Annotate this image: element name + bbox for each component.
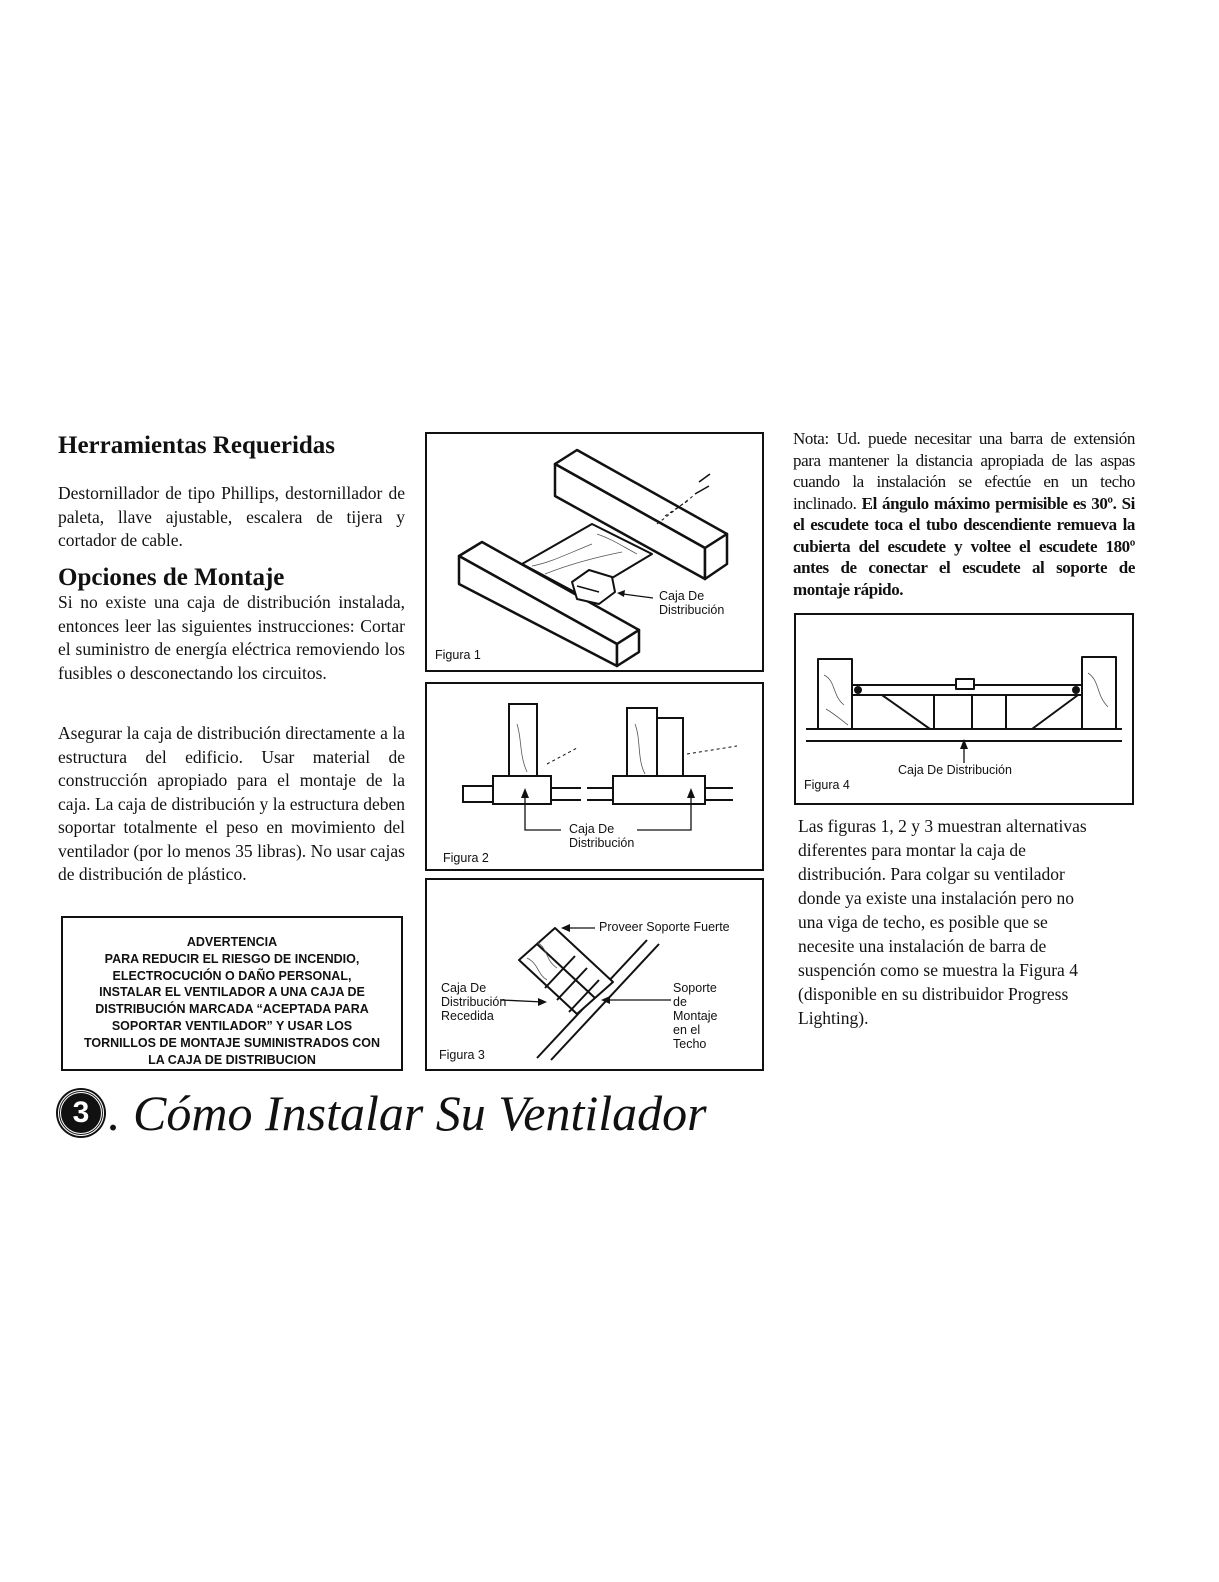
figure-3-left-callout-line-1: Caja De [441,981,487,995]
alternatives-line-7: suspención como se muestra la Figura 4 [798,960,1078,980]
warning-title: ADVERTENCIA [186,935,278,949]
figure-1 [425,432,764,672]
warning-line-3: INSTALAR EL VENTILADOR A UNA CAJA DE [99,985,365,1000]
figure-1-callout-line-1: Caja De [659,589,705,603]
figure-3-top-callout: Proveer Soporte Fuerte [599,920,730,934]
figure-1-callout [659,589,724,617]
section-heading: . Cómo Instalar Su Ventilador [108,1085,707,1141]
tools-text: Destornillador de tipo Phillips, destornillador de paleta, llave ajustable, escalera de tijera y cortador de cable. [58,483,405,550]
figure-3-left-callout-line-2: Distribución [441,995,507,1009]
section-number-badge [58,1090,104,1136]
tools-heading: Herramientas Requeridas [58,432,336,459]
figure-3-right-callout-line-5: Techo [673,1037,707,1051]
figure-3-left-callout-line-3: Recedida [441,1009,494,1023]
figure-2-label: Figura 2 [443,851,489,865]
alternatives-line-3: distribución. Para colgar su ventilador [798,864,1065,884]
figure-3-right-callout-line-1: Soporte [673,981,717,995]
alternatives-paragraph [798,814,1138,1030]
warning-line-1: PARA REDUCIR EL RIESGO DE INCENDIO, [104,951,360,966]
figure-1-callout-line-2: Distribución [659,603,725,617]
alternatives-line-1: Las figuras 1, 2 y 3 muestran alternativas [798,816,1087,836]
alternatives-line-8: (disponible en su distribuidor Progress [798,984,1069,1004]
figure-3-right-callout-line-3: Montaje [673,1009,718,1023]
warning-line-4: DISTRIBUCIÓN MARCADA “ACEPTADA PARA [95,1002,369,1017]
figure-2 [425,682,764,871]
section-number: 3 [72,1096,90,1129]
alternatives-line-4: donde ya existe una instalación pero no [798,888,1075,908]
mounting-note [793,428,1135,600]
alternatives-line-5: una viga de techo, es posible que se [798,912,1048,932]
mounting-paragraph-2: Asegurar la caja de distribución directamente a la estructura del edificio. Usar material de construcción apropiado para el montaje de la caja. La caja de distribución y la estructura deben soportar totalmente el peso en movimiento del ventilador (por lo menos 35 libras). No usar cajas de distribución de plástico. [58,723,405,884]
figure-4 [794,613,1134,805]
figure-1-label: Figura 1 [435,648,481,662]
mounting-heading: Opciones de Montaje [58,564,285,591]
figure-3-left-callout [441,981,506,1023]
warning-line-7: LA CAJA DE DISTRIBUCION [148,1052,316,1067]
section-title [58,1083,707,1143]
note-plain-text: Nota: Ud. puede necesitar una barra de extensión para mantener la distancia apropiada de las aspas cuando la instalación se efectúe en un techo inclinado. [793,429,1135,513]
alternatives-line-6: necesite una instalación de barra de [798,936,1047,956]
warning-line-6: TORNILLOS DE MONTAJE SUMINISTRADOS CON [83,1035,381,1050]
figure-1-illustration [427,434,762,670]
figure-3 [425,878,764,1071]
figure-3-label: Figura 3 [439,1048,485,1062]
alternatives-line-9: Lighting). [798,1008,869,1028]
mounting-paragraph-1: Si no existe una caja de distribución instalada, entonces leer las siguientes instrucciones: Cortar el suministro de energía eléctrica removiendo los fusibles o desconectando los circuitos. [58,592,405,683]
figure-2-callout [569,822,634,850]
warning-line-2: ELECTROCUCIÓN O DAÑO PERSONAL, [112,968,352,983]
figure-2-callout-line-1: Caja De [569,822,615,836]
figure-3-right-callout-line-2: de [673,995,687,1009]
figure-4-callout: Caja De Distribución [898,763,1012,777]
warning-line-5: SOPORTAR VENTILADOR” Y USAR LOS [111,1018,353,1033]
figure-2-callout-line-2: Distribución [569,836,635,850]
note-bold-text: El ángulo máximo permisible es 30º. Si el escudete toca el tubo descendiente remueva la cubierta del escudete y voltee el escudete 180º antes de conectar el escudete al soporte de montaje rápido. [793,493,1135,599]
alternatives-line-2: diferentes para montar la caja de [798,840,1026,860]
figure-3-right-callout [673,981,717,1051]
figure-3-right-callout-line-4: en el [673,1023,701,1037]
warning-box [61,916,403,1071]
figure-4-label: Figura 4 [804,778,850,792]
